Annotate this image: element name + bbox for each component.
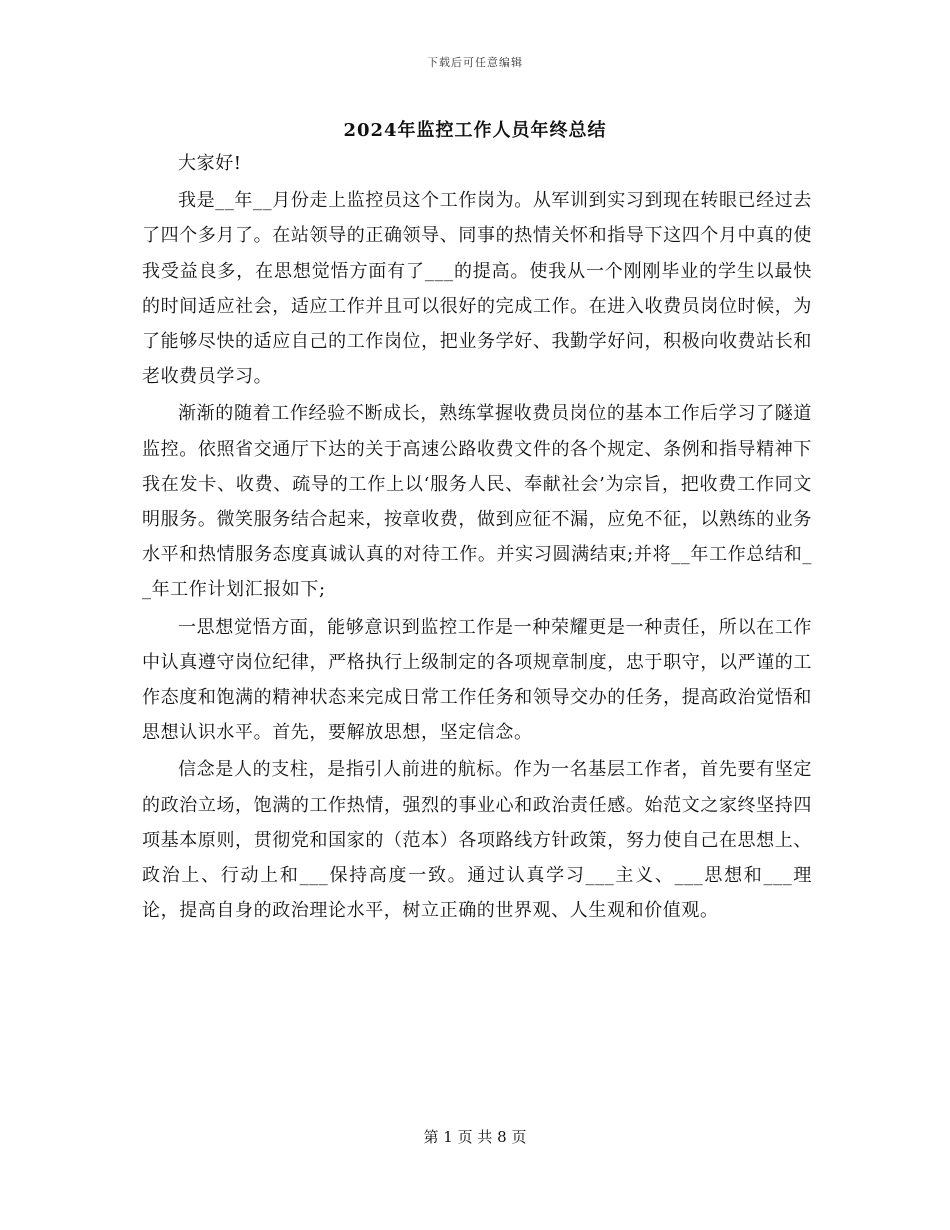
paragraph-introduction: 我是__年__月份走上监控员这个工作岗为。从军训到实习到现在转眼已经过去了四个多月了。在站领导的正确领导、同事的热情关怀和指导下这四个月中真的使我受益良多，在思想觉悟方面有了___的提高。使我从一个刚刚毕业的学生以最快的时间适应社会，适应工作并且可以很好的完成工作。在进入收费员岗位时候，为了能够尽快的适应自己的工作岗位，把业务学好、我勤学好问，积极向收费站长和老收费员学习。 [142,190,812,388]
document-title: 2024年监控工作人员年终总结 [343,120,607,141]
header-note: 下载后可任意编辑 [427,56,523,69]
document-body [142,146,812,930]
paragraph-ideology: 一思想觉悟方面，能够意识到监控工作是一种荣耀更是一种责任，所以在工作中认真遵守岗位纪律，严格执行上级制定的各项规章制度，忠于职守，以严谨的工作态度和饱满的精神状态来完成日常工作任务和领导交办的任务，提高政治觉悟和思想认识水平。首先，要解放思想，坚定信念。 [142,616,812,744]
paragraph-greeting: 大家好! [178,153,242,174]
page-number-footer: 第 1 页 共 8 页 [423,1128,527,1146]
paragraph-belief: 信念是人的支柱，是指引人前进的航标。作为一名基层工作者，首先要有坚定的政治立场，饱满的工作热情，强烈的事业心和政治责任感。始范文之家终坚持四项基本原则，贯彻党和国家的（范本）各项路线方针政策，努力使自己在思想上、政治上、行动上和___保持高度一致。通过认真学习___主义、___思想和___理论，提高自身的政治理论水平，树立正确的世界观、人生观和价值观。 [142,759,812,922]
paragraph-work-growth: 渐渐的随着工作经验不断成长，熟练掌握收费员岗位的基本工作后学习了隧道监控。依照省交通厅下达的关于高速公路收费文件的各个规定、条例和指导精神下我在发卡、收费、疏导的工作上以‘服务人民、奉献社会’为宗旨，把收费工作同文明服务。微笑服务结合起来，按章收费，做到应征不漏，应免不征，以熟练的业务水平和热情服务态度真诚认真的对待工作。并实习圆满结束;并将__年工作总结和__年工作计划汇报如下; [142,403,812,601]
